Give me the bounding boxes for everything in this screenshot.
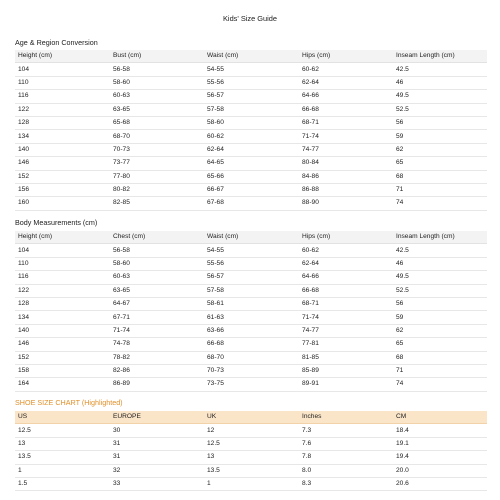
table-cell: 52.5 [393,284,487,297]
table-row [15,297,487,310]
table-cell: 67-68 [204,197,299,210]
column-header: Waist (cm) [204,231,299,244]
table-cell: 62-64 [299,257,393,270]
table-cell: 73-77 [110,157,204,170]
table-cell: 60-63 [110,90,204,103]
table-cell: 116 [15,271,110,284]
table-cell: 89-91 [299,378,393,391]
table-cell: 88-90 [299,197,393,210]
table-cell: 134 [15,130,110,143]
table-cell: 49.5 [393,90,487,103]
table-cell: 46 [393,257,487,270]
table-cell: 116 [15,90,110,103]
table-cell: 140 [15,324,110,337]
table-cell: 49.5 [393,271,487,284]
table-cell: 57-58 [204,103,299,116]
table-cell: 85-89 [299,364,393,377]
table-cell: 52.5 [393,103,487,116]
table-cell: 12.5 [204,437,299,450]
table-cell: 64-66 [299,90,393,103]
table-row [15,464,487,477]
table-cell: 70-73 [204,364,299,377]
table-cell: 68-70 [110,130,204,143]
table-cell: 65 [393,157,487,170]
table-cell: 64-66 [299,271,393,284]
table-cell: 81-85 [299,351,393,364]
table-cell: 128 [15,116,110,129]
table-cell: 32 [110,464,204,477]
table-cell: 59 [393,130,487,143]
column-header: Inseam Length (cm) [393,50,487,63]
table-cell: 104 [15,244,110,257]
table-cell: 66-68 [299,103,393,116]
table-cell: 1.5 [15,477,110,490]
shoe-size-table [15,411,487,491]
page-title: Kids' Size Guide [223,14,277,23]
table-cell: 71 [393,183,487,196]
table-cell: 12.5 [15,424,110,437]
table-cell: 77-81 [299,338,393,351]
table-cell: 33 [110,477,204,490]
table-row [15,257,487,270]
table-cell: 65-66 [204,170,299,183]
table-cell: 128 [15,297,110,310]
table-cell: 19.1 [393,437,487,450]
table-row [15,170,487,183]
table-row [15,244,487,257]
table-cell: 74-78 [110,338,204,351]
table-cell: 65 [393,338,487,351]
table-cell: 54-55 [204,63,299,76]
table-cell: 156 [15,183,110,196]
table-cell: 58-60 [204,116,299,129]
table-row [15,157,487,170]
table-header-row [15,411,487,424]
section-title-shoe-size: SHOE SIZE CHART (Highlighted) [15,398,123,407]
table-cell: 70-73 [110,143,204,156]
column-header: Height (cm) [15,50,110,63]
table-row [15,63,487,76]
table-cell: 58-60 [110,257,204,270]
table-cell: 71-74 [110,324,204,337]
column-header: Height (cm) [15,231,110,244]
table-cell: 62 [393,324,487,337]
table-cell: 13 [15,437,110,450]
table-row [15,338,487,351]
table-cell: 56-57 [204,271,299,284]
table-cell: 1 [204,477,299,490]
table-cell: 74-77 [299,143,393,156]
table-cell: 66-68 [299,284,393,297]
table-cell: 66-68 [204,338,299,351]
table-row [15,76,487,89]
table-cell: 13.5 [204,464,299,477]
table-cell: 82-86 [110,364,204,377]
table-cell: 74 [393,378,487,391]
table-cell: 56 [393,297,487,310]
table-cell: 68-70 [204,351,299,364]
table-row [15,116,487,129]
table-cell: 12 [204,424,299,437]
table-cell: 134 [15,311,110,324]
column-header: EUROPE [110,411,204,424]
table-cell: 18.4 [393,424,487,437]
table-cell: 68 [393,351,487,364]
table-cell: 67-71 [110,311,204,324]
table-cell: 62 [393,143,487,156]
table-cell: 55-56 [204,76,299,89]
table-cell: 61-63 [204,311,299,324]
column-header: US [15,411,110,424]
table-cell: 31 [110,451,204,464]
table-cell: 58-60 [110,76,204,89]
table-cell: 122 [15,103,110,116]
table-cell: 152 [15,351,110,364]
body-measurements-table [15,231,487,392]
table-cell: 42.5 [393,63,487,76]
table-cell: 60-62 [299,244,393,257]
table-cell: 8.3 [299,477,393,490]
table-cell: 110 [15,257,110,270]
section-title-age-region: Age & Region Conversion [15,38,98,47]
table-cell: 84-86 [299,170,393,183]
table-cell: 164 [15,378,110,391]
column-header: Hips (cm) [299,50,393,63]
table-cell: 158 [15,364,110,377]
table-cell: 80-82 [110,183,204,196]
table-cell: 56-57 [204,90,299,103]
table-row [15,424,487,437]
column-header: Chest (cm) [110,231,204,244]
table-row [15,364,487,377]
column-header: CM [393,411,487,424]
table-row [15,378,487,391]
table-cell: 30 [110,424,204,437]
table-cell: 7.8 [299,451,393,464]
table-row [15,351,487,364]
column-header: Inches [299,411,393,424]
table-cell: 7.6 [299,437,393,450]
table-cell: 160 [15,197,110,210]
table-row [15,324,487,337]
table-cell: 68 [393,170,487,183]
table-row [15,183,487,196]
table-cell: 42.5 [393,244,487,257]
table-cell: 31 [110,437,204,450]
table-row [15,271,487,284]
column-header: Bust (cm) [110,50,204,63]
table-cell: 54-55 [204,244,299,257]
table-cell: 63-65 [110,284,204,297]
table-cell: 104 [15,63,110,76]
table-row [15,284,487,297]
table-row [15,451,487,464]
section-title-body-measurements: Body Measurements (cm) [15,218,98,227]
table-cell: 60-62 [204,130,299,143]
age-region-table [15,50,487,211]
table-row [15,103,487,116]
table-cell: 146 [15,338,110,351]
column-header: Waist (cm) [204,50,299,63]
table-cell: 56-58 [110,63,204,76]
table-cell: 74-77 [299,324,393,337]
table-cell: 71-74 [299,311,393,324]
table-cell: 8.0 [299,464,393,477]
table-cell: 63-65 [110,103,204,116]
table-cell: 86-88 [299,183,393,196]
table-cell: 74 [393,197,487,210]
table-cell: 20.0 [393,464,487,477]
table-cell: 64-65 [204,157,299,170]
table-cell: 152 [15,170,110,183]
column-header: UK [204,411,299,424]
table-row [15,311,487,324]
table-cell: 73-75 [204,378,299,391]
table-cell: 55-56 [204,257,299,270]
table-header-row [15,231,487,244]
table-cell: 71-74 [299,130,393,143]
table-cell: 62-64 [299,76,393,89]
table-cell: 86-89 [110,378,204,391]
table-cell: 57-58 [204,284,299,297]
table-cell: 20.6 [393,477,487,490]
table-cell: 56-58 [110,244,204,257]
table-cell: 66-67 [204,183,299,196]
table-row [15,437,487,450]
table-cell: 13.5 [15,451,110,464]
table-cell: 82-85 [110,197,204,210]
table-cell: 80-84 [299,157,393,170]
table-cell: 64-67 [110,297,204,310]
table-cell: 65-68 [110,116,204,129]
table-cell: 63-66 [204,324,299,337]
table-cell: 7.3 [299,424,393,437]
column-header: Hips (cm) [299,231,393,244]
table-cell: 68-71 [299,116,393,129]
table-cell: 71 [393,364,487,377]
table-cell: 110 [15,76,110,89]
table-cell: 59 [393,311,487,324]
table-cell: 46 [393,76,487,89]
table-cell: 13 [204,451,299,464]
column-header: Inseam Length (cm) [393,231,487,244]
table-cell: 56 [393,116,487,129]
table-cell: 60-63 [110,271,204,284]
table-row [15,197,487,210]
table-cell: 68-71 [299,297,393,310]
table-cell: 58-61 [204,297,299,310]
table-cell: 60-62 [299,63,393,76]
table-row [15,130,487,143]
table-cell: 140 [15,143,110,156]
table-header-row [15,50,487,63]
table-cell: 78-82 [110,351,204,364]
table-row [15,477,487,490]
table-cell: 19.4 [393,451,487,464]
table-cell: 77-80 [110,170,204,183]
table-cell: 146 [15,157,110,170]
table-row [15,143,487,156]
table-cell: 62-64 [204,143,299,156]
table-cell: 122 [15,284,110,297]
table-cell: 1 [15,464,110,477]
table-row [15,90,487,103]
